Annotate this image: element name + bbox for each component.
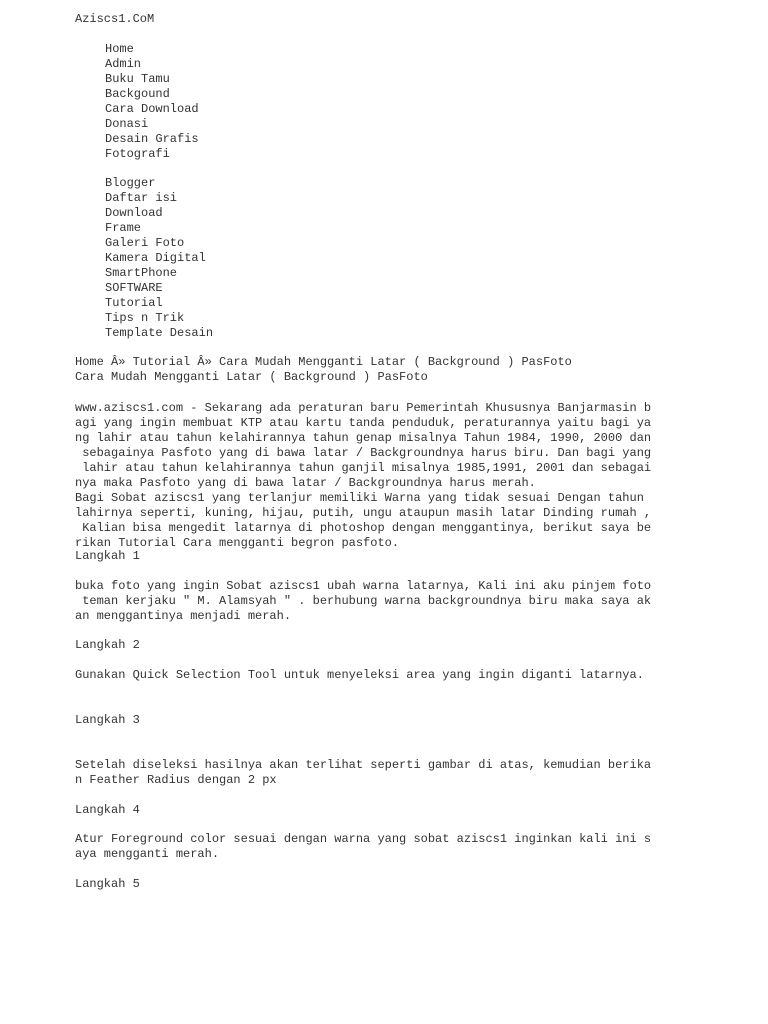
step4-heading: Langkah 4 — [75, 803, 140, 817]
step4-line: Atur Foreground color sesuai dengan warna yang sobat aziscs1 inginkan kali ini s — [75, 832, 652, 846]
step1-line: buka foto yang ingin Sobat aziscs1 ubah warna latarnya, Kali ini aku pinjem foto — [75, 579, 652, 593]
intro-line: www.aziscs1.com - Sekarang ada peraturan baru Pemerintah Khususnya Banjarmasin b — [75, 401, 652, 415]
nav-fotografi[interactable]: Fotografi — [105, 147, 170, 161]
intro-line: ng lahir atau tahun kelahirannya tahun genap misalnya Tahun 1984, 1990, 2000 dan — [75, 431, 652, 445]
intro-line: nya maka Pasfoto yang di bawa latar / Backgroundnya harus merah. — [75, 476, 536, 490]
category-frame[interactable]: Frame — [105, 221, 142, 235]
site-title[interactable]: Aziscs1.CoM — [75, 12, 155, 26]
category-software[interactable]: SOFTWARE — [105, 281, 163, 295]
nav-home[interactable]: Home — [105, 42, 134, 56]
intro-line: lahir atau tahun kelahirannya tahun ganjil misalnya 1985,1991, 2001 dan sebagai — [75, 461, 652, 475]
category-download[interactable]: Download — [105, 206, 163, 220]
step4-line: aya mengganti merah. — [75, 847, 220, 861]
category-galeri-foto[interactable]: Galeri Foto — [105, 236, 185, 250]
step1-line: an menggantinya menjadi merah. — [75, 609, 292, 623]
step3-line: Setelah diseleksi hasilnya akan terlihat seperti gambar di atas, kemudian berika — [75, 758, 652, 772]
intro-line: rikan Tutorial Cara mengganti begron pasfoto. — [75, 536, 400, 550]
step2-line: Gunakan Quick Selection Tool untuk menyeleksi area yang ingin diganti latarnya. — [75, 668, 644, 682]
nav-cara-download[interactable]: Cara Download — [105, 102, 199, 116]
intro-line: sebagainya Pasfoto yang di bawa latar / Backgroundnya harus biru. Dan bagi yang — [75, 446, 652, 460]
category-template-desain[interactable]: Template Desain — [105, 326, 214, 340]
category-tutorial[interactable]: Tutorial — [105, 296, 163, 310]
nav-admin[interactable]: Admin — [105, 57, 142, 71]
step1-heading: Langkah 1 — [75, 549, 140, 563]
nav-donasi[interactable]: Donasi — [105, 117, 149, 131]
step1-line: teman kerjaku " M. Alamsyah " . berhubung warna backgroundnya biru maka saya ak — [75, 594, 652, 608]
article-title: Cara Mudah Mengganti Latar ( Background ) PasFoto — [75, 370, 428, 384]
nav-desain-grafis[interactable]: Desain Grafis — [105, 132, 199, 146]
step2-heading: Langkah 2 — [75, 638, 140, 652]
nav-buku-tamu[interactable]: Buku Tamu — [105, 72, 170, 86]
category-daftar-isi[interactable]: Daftar isi — [105, 191, 178, 205]
intro-line: lahirnya seperti, kuning, hijau, putih, ungu ataupun masih latar Dinding rumah , — [75, 506, 652, 520]
category-kamera-digital[interactable]: Kamera Digital — [105, 251, 206, 265]
category-smartphone[interactable]: SmartPhone — [105, 266, 178, 280]
category-blogger[interactable]: Blogger — [105, 176, 156, 190]
nav-backgound[interactable]: Backgound — [105, 87, 170, 101]
step3-heading: Langkah 3 — [75, 713, 140, 727]
category-tips-n-trik[interactable]: Tips n Trik — [105, 311, 185, 325]
intro-line: agi yang ingin membuat KTP atau kartu tanda penduduk, peraturannya yaitu bagi ya — [75, 416, 652, 430]
intro-line: Bagi Sobat aziscs1 yang terlanjur memiliki Warna yang tidak sesuai Dengan tahun — [75, 491, 644, 505]
breadcrumb[interactable]: Home Â» Tutorial Â» Cara Mudah Mengganti Latar ( Background ) PasFoto — [75, 355, 572, 369]
intro-line: Kalian bisa mengedit latarnya di photoshop dengan menggantinya, berikut saya be — [75, 521, 652, 535]
step3-line: n Feather Radius dengan 2 px — [75, 773, 277, 787]
step5-heading: Langkah 5 — [75, 877, 140, 891]
